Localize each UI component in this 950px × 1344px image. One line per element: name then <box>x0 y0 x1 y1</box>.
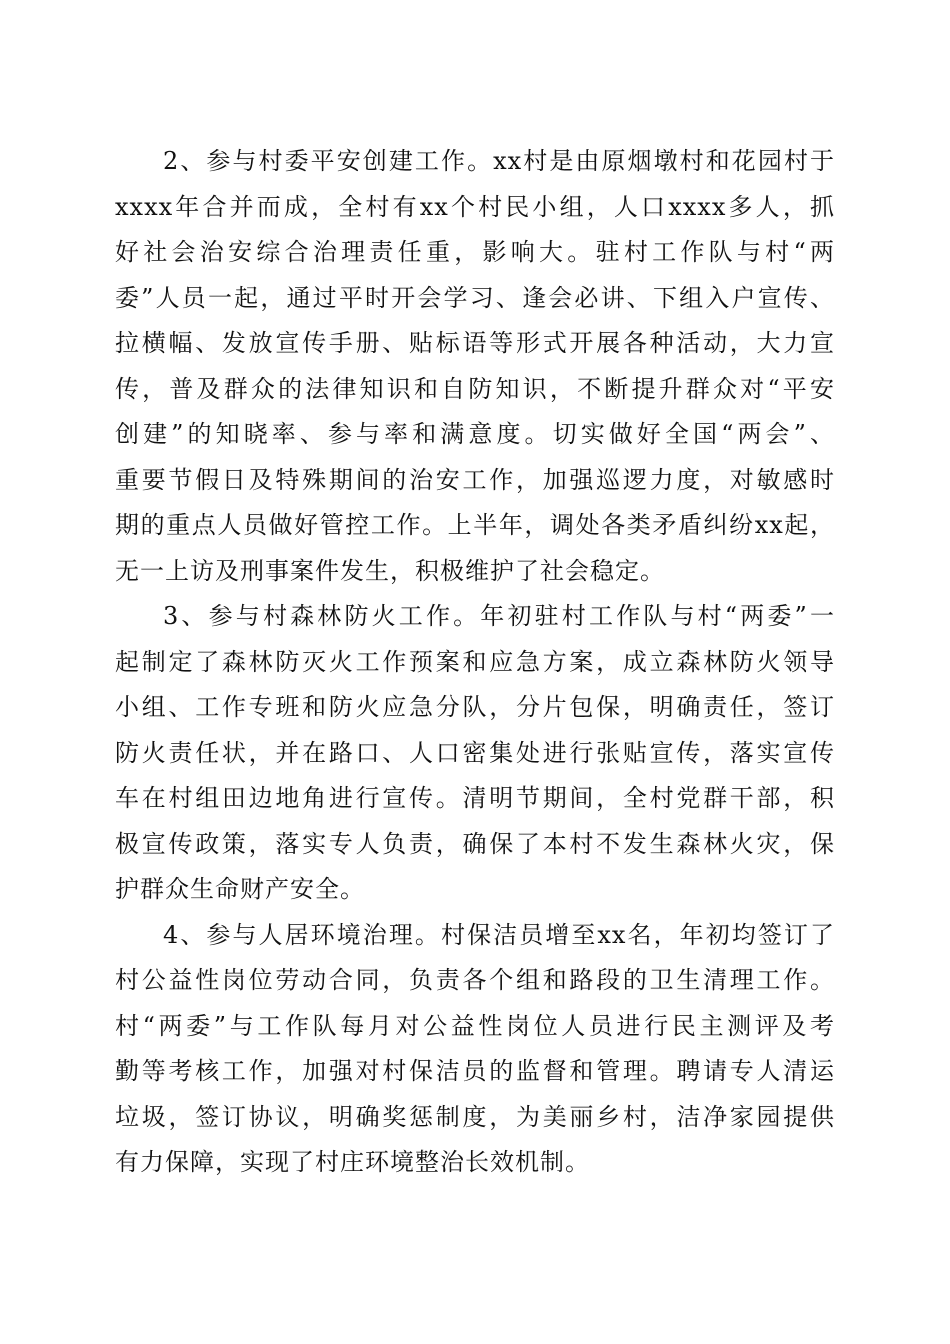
text-line: 村“两委”与工作队每月对公益性岗位人员进行民主测评及考 <box>115 1011 835 1040</box>
paragraph-forest-fire-prevention <box>115 594 835 913</box>
text-line: 勤等考核工作，加强对村保洁员的监督和管理。聘请专人清运 <box>115 1057 835 1085</box>
text-line: 有力保障，实现了村庄环境整治长效机制。 <box>115 1148 590 1176</box>
text-line: 防火责任状，并在路口、人口密集处进行张贴宣传，落实宣传 <box>115 738 835 767</box>
text-line: 起制定了森林防灭火工作预案和应急方案，成立森林防火领导 <box>115 647 835 676</box>
text-line: 拉横幅、发放宣传手册、贴标语等形式开展各种活动，大力宣 <box>115 329 835 357</box>
text-line: 无一上访及刑事案件发生，积极维护了社会稳定。 <box>115 556 665 585</box>
text-line: 4、参与人居环境治理。村保洁员增至xx名，年初均签订了 <box>163 920 835 949</box>
paragraph-peace-building <box>115 139 835 594</box>
text-line: 重要节假日及特殊期间的治安工作，加强巡逻力度，对敏感时 <box>115 465 835 494</box>
text-line: 传，普及群众的法律知识和自防知识，不断提升群众对“平安 <box>115 374 835 403</box>
text-line: 车在村组田边地角进行宣传。清明节期间，全村党群干部，积 <box>115 784 835 812</box>
text-line: 委”人员一起，通过平时开会学习、逢会必讲、下组入户宣传、 <box>115 283 835 312</box>
text-line: 小组、工作专班和防火应急分队，分片包保，明确责任，签订 <box>115 693 835 721</box>
text-line: 村公益性岗位劳动合同，负责各个组和路段的卫生清理工作。 <box>115 966 835 994</box>
text-line: 好社会治安综合治理责任重，影响大。驻村工作队与村“两 <box>115 238 835 266</box>
text-line: 护群众生命财产安全。 <box>115 875 365 903</box>
document-body <box>115 139 835 1186</box>
paragraph-living-environment <box>115 913 835 1186</box>
text-line: 极宣传政策，落实专人负责，确保了本村不发生森林火灾，保 <box>115 829 835 858</box>
text-line: xxxx年合并而成，全村有xx个村民小组，人口xxxx多人，抓 <box>115 192 835 221</box>
text-line: 期的重点人员做好管控工作。上半年，调处各类矛盾纠纷xx起， <box>115 511 835 539</box>
text-line: 垃圾，签订协议，明确奖惩制度，为美丽乡村，洁净家园提供 <box>115 1102 835 1131</box>
text-line: 2、参与村委平安创建工作。xx村是由原烟墩村和花园村于 <box>163 147 835 175</box>
text-line: 3、参与村森林防火工作。年初驻村工作队与村“两委”一 <box>163 602 835 630</box>
text-line: 创建”的知晓率、参与率和满意度。切实做好全国“两会”、 <box>115 420 835 448</box>
